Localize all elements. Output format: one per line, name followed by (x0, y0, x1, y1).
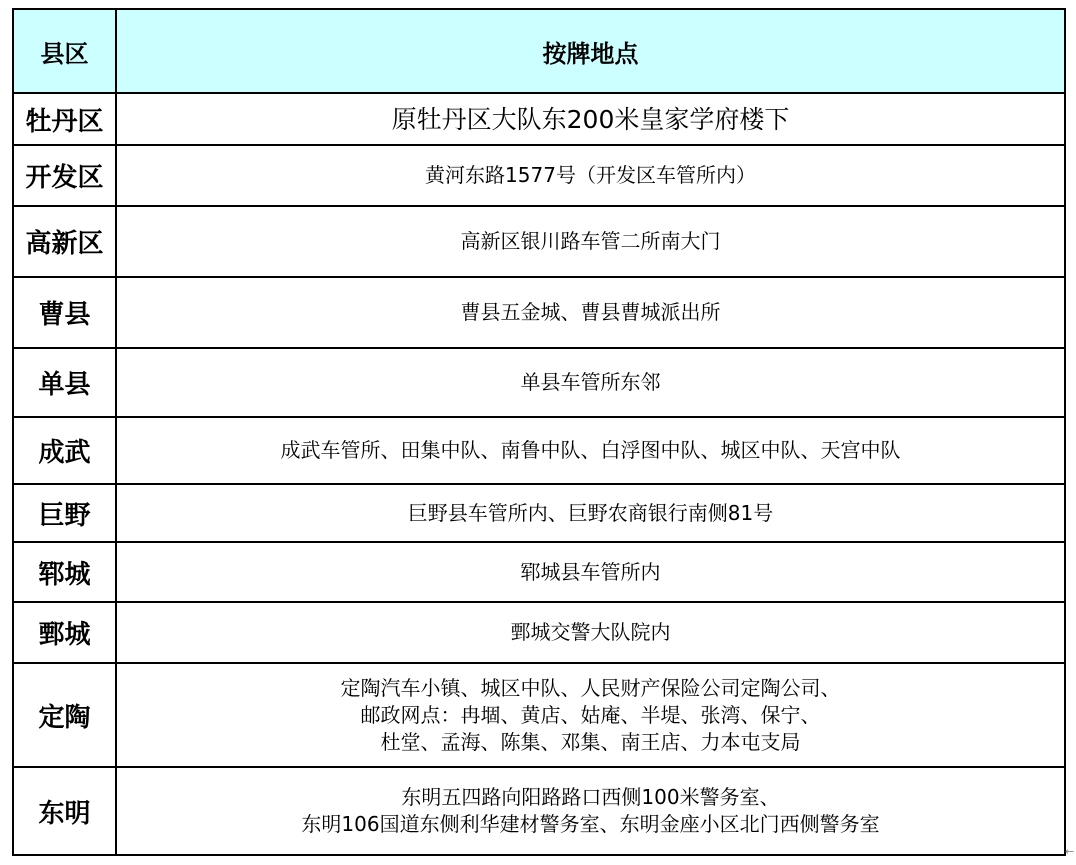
county-cell: 定陶 (13, 663, 116, 767)
location-cell (116, 484, 1065, 542)
location-cell (116, 663, 1065, 767)
location-line: 郓城县车管所内 (520, 559, 661, 584)
location-cell (116, 145, 1065, 206)
county-cell: 开发区 (13, 145, 116, 206)
county-cell: 牡丹区 (13, 93, 116, 145)
location-line: 黄河东路1577号（开发区车管所内） (425, 163, 756, 187)
table-row (13, 663, 1065, 767)
location-line: 东明106国道东侧利华建材警务室、东明金座小区北门西侧警务室 (301, 812, 880, 836)
location-cell (116, 348, 1065, 417)
county-cell: 成武 (13, 417, 116, 484)
location-line: 原牡丹区大队东200米皇家学府楼下 (391, 104, 790, 134)
location-line: 邮政网点：冉堌、黄店、姑庵、半堤、张湾、保宁、 (360, 702, 821, 727)
location-cell (116, 542, 1065, 602)
header-county: 县区 (13, 9, 116, 93)
county-cell: 东明 (13, 767, 116, 855)
location-line: 曹县五金城、曹县曹城派出所 (460, 300, 721, 324)
table-row (13, 602, 1065, 663)
location-cell (116, 767, 1065, 855)
location-cell (116, 417, 1065, 484)
location-line: 高新区银川路车管二所南大门 (460, 229, 721, 253)
table-row (13, 145, 1065, 206)
location-line: 鄄城交警大队院内 (510, 620, 671, 644)
county-cell: 曹县 (13, 277, 116, 348)
location-line: 巨野县车管所内、巨野农商银行南侧81号 (407, 500, 774, 525)
location-cell (116, 602, 1065, 663)
table-row (13, 348, 1065, 417)
table-row (13, 417, 1065, 484)
table-row (13, 484, 1065, 542)
county-cell: 郓城 (13, 542, 116, 602)
table-row (13, 767, 1065, 855)
county-cell: 单县 (13, 348, 116, 417)
location-line: 成武车管所、田集中队、南鲁中队、白浮图中队、城区中队、天宫中队 (280, 438, 901, 462)
location-cell (116, 277, 1065, 348)
location-cell (116, 206, 1065, 277)
header-row (13, 9, 1065, 93)
placement-locations-table (12, 8, 1066, 856)
location-cell (116, 93, 1065, 145)
location-line: 东明五四路向阳路路口西侧100米警务室、 (401, 785, 780, 809)
location-line: 杜堂、孟海、陈集、邓集、南王店、力本屯支局 (380, 729, 801, 754)
location-line: 定陶汽车小镇、城区中队、人民财产保险公司定陶公司、 (340, 675, 841, 700)
location-line: 单县车管所东邻 (520, 370, 661, 394)
county-cell: 高新区 (13, 206, 116, 277)
county-cell: 鄄城 (13, 602, 116, 663)
table-row (13, 542, 1065, 602)
header-location: 按牌地点 (116, 9, 1065, 93)
table-row (13, 206, 1065, 277)
table-row (13, 93, 1065, 145)
county-cell: 巨野 (13, 484, 116, 542)
corner-arrow-icon: ← (1065, 845, 1075, 858)
table-row (13, 277, 1065, 348)
